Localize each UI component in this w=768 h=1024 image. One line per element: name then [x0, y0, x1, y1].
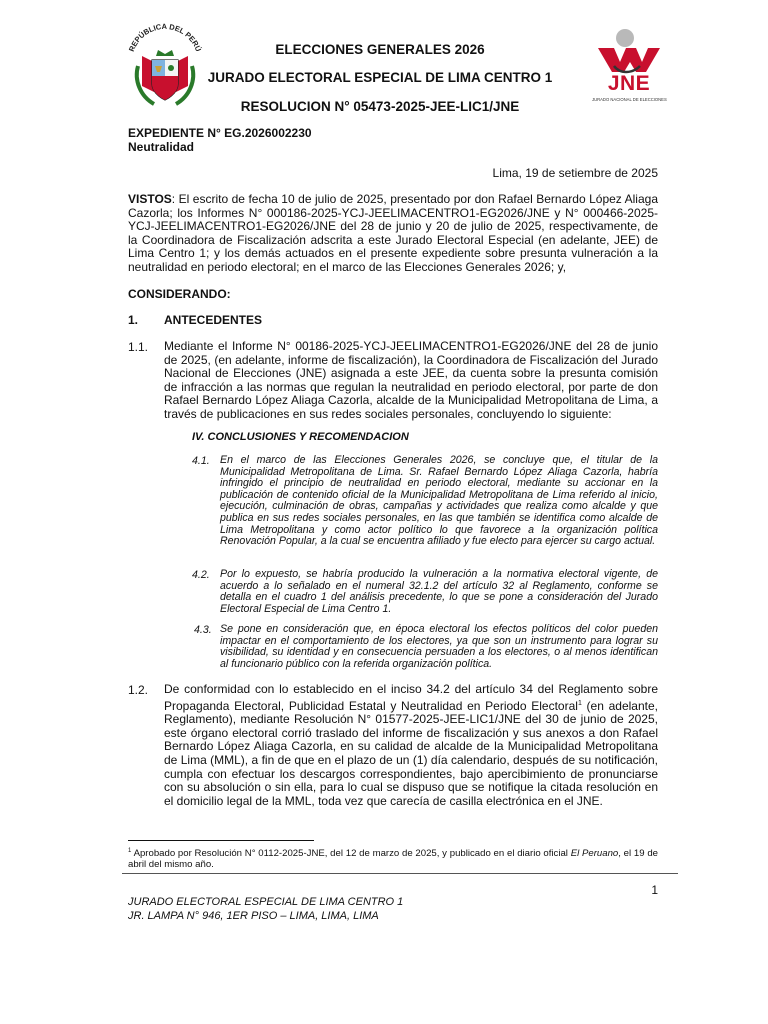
- peru-coat-of-arms-seal: [124, 22, 206, 110]
- jne-logo-subtext: JURADO NACIONAL DE ELECCIONES: [592, 97, 667, 102]
- paragraph-1-2-text-a: De conformidad con lo establecido en el inciso 34.2 del artículo 34 del Reglamento sobre Propaganda Electoral, Publicidad Estatal y Neutralidad en Periodo Electoral: [164, 682, 658, 713]
- date-line: Lima, 19 de setiembre de 2025: [492, 166, 658, 180]
- paragraph-1-1: Mediante el Informe N° 00186-2025-YCJ-JEELIMACENTRO1-EG2026/JNE del 28 de junio de 2025, (en adelante, informe de fiscalización), la Coordinadora de Fiscalización del Jurado Nacional de Elecciones (JNE) asignada a este JEE, da cuenta sobre la presunta comisión de infracción a las normas que regulan la neutralidad en periodo electoral, por parte de don Rafael Bernardo López Aliaga Cazorla, alcalde de la Municipalidad Metropolitana de Lima, a través de publicaciones en sus redes sociales personales, concluyendo lo siguiente:: [164, 339, 658, 421]
- quote-item-number: 4.2.: [192, 569, 210, 581]
- quote-heading: IV. CONCLUSIONES Y RECOMENDACION: [192, 431, 409, 443]
- footnote-italic: El Peruano: [570, 848, 619, 860]
- jurado-title: JURADO ELECTORAL ESPECIAL DE LIMA CENTRO 1: [207, 70, 553, 85]
- vistos-label: VISTOS: [128, 192, 172, 206]
- quote-item-text: En el marco de las Elecciones Generales 2026, se concluye que, el titular de la Municipalidad Metropolitana de Lima. Sr. Rafael Bernardo López Aliaga Cazorla, habría infringido el principio de neutralidad en periodo electoral, mediante su accionar en la publicación de contenido oficial de la Municipalidad Metropolitana de Lima referido al inicio, ejecución, culminación de obras, campañas y actividades que realiza como alcalde y que publica en sus redes sociales personales, en las que también se identifica como alcalde de Lima Metropolitana y como actor político lo que favorece a la organización política Renovación Popular, a la cual se encuentra afiliado y fue electo para ejercer su cargo actual.: [220, 454, 658, 548]
- footnote-text-b: , el 19 de abril del mismo año.: [128, 848, 658, 871]
- quote-item-number: 4.1.: [192, 455, 210, 467]
- quote-item-text: Por lo expuesto, se habría producido la vulneración a la normativa electoral vigente, de acuerdo a lo señalado en el numeral 32.1.2 del artículo 32 al Reglamento, conforme se detalla en el cuadro 1 del análisis precedente, lo que se pone a consideración del Jurado Electoral Especial de Lima Centro 1.: [220, 568, 658, 615]
- considerando-heading: CONSIDERANDO:: [128, 287, 231, 301]
- section-number: 1.: [128, 313, 139, 327]
- footnote-text-a: Aprobado por Resolución N° 0112-2025-JNE, del 12 de marzo de 2025, y publicado en el diario oficial: [131, 848, 571, 860]
- paragraph-1-2: [164, 683, 658, 808]
- jne-logo: [592, 26, 667, 106]
- quote-item-number: 4.3.: [194, 624, 212, 636]
- resolution-number: RESOLUCION N° 05473-2025-JEE-LIC1/JNE: [240, 99, 520, 114]
- footer-line-2: JR. LAMPA N° 946, 1ER PISO – LIMA, LIMA, LIMA: [128, 910, 379, 922]
- footnote: [128, 846, 658, 870]
- quote-item-text: Se pone en consideración que, en época electoral los efectos políticos del color pueden impactar en el comportamiento de los electores, ya que son un instrumento para lograr su visibilidad, su identidad y en consecuencia persuaden a los electores, o al menos identifican al funcionario público con la referida organización política.: [220, 623, 658, 670]
- paragraph-1-2-text-b: (en adelante, Reglamento), mediante Resolución N° 01577-2025-JEE-LIC1/JNE del 30 de junio de 2025, este órgano electoral corrió traslado del informe de fiscalización y sus anexos a don Rafael Bernardo López Aliaga Cazorla, en su calidad de alcalde de la Municipalidad Metropolitana de Lima (MML), a fin de que en el plazo de un (1) día calendario, después de su notificación, cumpla con efectuar los descargos correspondientes, bajo apercibimiento de pronunciarse con su absolución o sin ella, para lo cual se dispuso que se notifique la citada resolución en el domicilio legal de la MML, toda vez que carecía de casilla electrónica en el JNE.: [164, 698, 658, 808]
- paragraph-number-1-2: 1.2.: [128, 683, 149, 697]
- footnote-reference[interactable]: 1: [577, 699, 582, 707]
- jne-logo-text: JNE: [607, 72, 651, 95]
- footnote-separator: [128, 840, 314, 841]
- footer-rule: [122, 873, 678, 874]
- page-number: 1: [651, 883, 658, 897]
- seal-text: REPÚBLICA DEL PERÚ: [126, 22, 204, 53]
- expediente-number: EXPEDIENTE N° EG.2026002230: [128, 126, 312, 140]
- footer-line-1: JURADO ELECTORAL ESPECIAL DE LIMA CENTRO 1: [128, 896, 404, 908]
- vistos-text: : El escrito de fecha 10 de julio de 2025, presentado por don Rafael Bernardo López Aliaga Cazorla; los Informes N° 000186-2025-YCJ-JEELIMACENTRO1-EG2026/JNE y N° 000466-2025-YCJ-JEELIMACENTRO1-EG2026/JNE del 28 de junio y 20 de julio de 2025, respectivamente, de la Coordinadora de Fiscalización adscrita a este Jurado Electoral Especial (en adelante, JEE) de Lima Centro 1; y los demás actuados en el presente expediente sobre presunta vulneración a la neutralidad en periodo electoral; en el marco de las Elecciones Generales 2026; y,: [128, 192, 658, 274]
- election-title: ELECCIONES GENERALES 2026: [275, 42, 485, 57]
- footnote-marker: 1: [128, 848, 132, 854]
- case-subject: Neutralidad: [128, 140, 195, 154]
- vistos-paragraph: [128, 193, 658, 275]
- paragraph-number-1-1: 1.1.: [128, 340, 149, 354]
- section-title: ANTECEDENTES: [164, 313, 263, 327]
- coat-of-arms-icon: [124, 22, 206, 110]
